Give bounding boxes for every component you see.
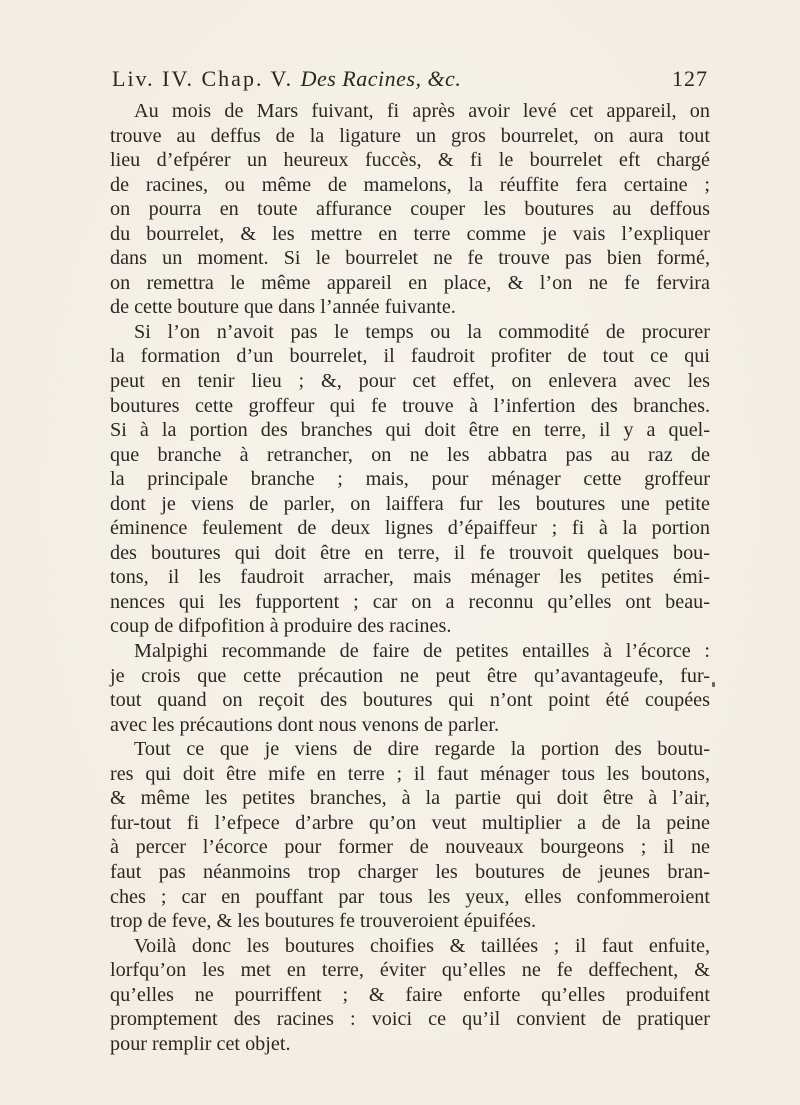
text-line: boutures cette groffeur qui fe trouve à l’infertion des branches. (110, 394, 710, 417)
text-line: tout quand on reçoit des boutures qui n’ont point été coupées (110, 689, 710, 712)
text-line: fur-tout fi l’efpece d’arbre qu’on veut multiplier a de la peine (110, 811, 710, 834)
text-line: dont je viens de parler, on laiffera fur les boutures une petite (110, 492, 710, 515)
text-line: que branche à retrancher, on ne les abbatra pas au raz de (110, 443, 710, 466)
text-line: du bourrelet, & les mettre en terre comme je vais l’expliquer (110, 222, 710, 245)
text-line: nences qui les fupportent ; car on a reconnu qu’elles ont beau- (110, 590, 710, 613)
text-line: pour remplir cet objet. (110, 1032, 291, 1055)
page-header (112, 66, 708, 102)
text-line: trop de feve, & les boutures fe trouveroient épuifées. (110, 910, 537, 933)
text-line: Si à la portion des branches qui doit être en terre, il y a quel- (110, 419, 710, 442)
text-line: la formation d’un bourrelet, il faudroit profiter de tout ce qui (110, 345, 710, 368)
body-text (110, 99, 710, 1056)
text-line: des boutures qui doit être en terre, il fe trouvoit quelques bou- (110, 541, 710, 564)
text-line: coup de difpofition à produire des racines. (110, 615, 452, 638)
text-line: tons, il les faudroit arracher, mais ménager les petites émi- (110, 566, 710, 589)
text-line: lorfqu’on les met en terre, éviter qu’elles ne fe deffechent, & (110, 959, 710, 982)
running-head-chapter: Liv. IV. Chap. V. (112, 66, 294, 91)
text-line: Au mois de Mars fuivant, fi après avoir levé cet appareil, on (134, 100, 710, 122)
text-line: qu’elles ne pourriffent ; & faire enforte qu’elles produifent (110, 983, 710, 1006)
page-number: 127 (672, 66, 708, 91)
text-line: de cette bouture que dans l’année fuivante. (110, 296, 456, 319)
text-line: éminence feulement de deux lignes d’épaiffeur ; fi à la portion (110, 517, 710, 540)
text-line: lieu d’efpérer un heureux fuccès, & fi le bourrelet eft chargé (110, 149, 710, 172)
text-line: faut pas néanmoins trop charger les boutures de jeunes bran- (110, 860, 710, 883)
text-line: avec les précautions dont nous venons de parler. (110, 713, 500, 736)
text-line: Voilà donc les boutures choifies & taillées ; il faut enfuite, (134, 934, 710, 957)
text-line: dans un moment. Si le bourrelet ne fe trouve pas bien formé, (110, 247, 710, 270)
running-head (112, 66, 461, 92)
text-line: ches ; car en pouffant par tous les yeux, elles confommeroient (110, 885, 710, 908)
ink-speck (712, 682, 715, 687)
text-line: Tout ce que je viens de dire regarde la portion des boutu- (134, 738, 710, 761)
text-line: Si l’on n’avoit pas le temps ou la commodité de procurer (134, 320, 710, 343)
text-line: & même les petites branches, à la partie qui doit être à l’air, (110, 787, 710, 810)
text-line: trouve au deffus de la ligature un gros bourrelet, on aura tout (110, 124, 710, 147)
text-line: de racines, ou même de mamelons, la réuffite fera certaine ; (110, 173, 710, 196)
text-line: peut en tenir lieu ; &, pour cet effet, on enlevera avec les (110, 370, 710, 393)
text-line: je crois que cette précaution ne peut être qu’avantageufe, fur- (110, 664, 710, 687)
text-line: on remettra le même appareil en place, & l’on ne fe fervira (110, 271, 710, 294)
running-head-title: Des Racines, &c. (300, 66, 462, 91)
text-line: Malpighi recommande de faire de petites entailles à l’écorce : (134, 640, 710, 663)
text-line: la principale branche ; mais, pour ménager cette groffeur (110, 468, 710, 491)
text-line: res qui doit être mife en terre ; il faut ménager tous les boutons, (110, 762, 710, 785)
text-line: on pourra en toute affurance couper les boutures au deffous (110, 198, 710, 221)
text-line: promptement des racines : voici ce qu’il convient de pratiquer (110, 1008, 710, 1031)
text-line: à percer l’écorce pour former de nouveaux bourgeons ; il ne (110, 836, 710, 859)
